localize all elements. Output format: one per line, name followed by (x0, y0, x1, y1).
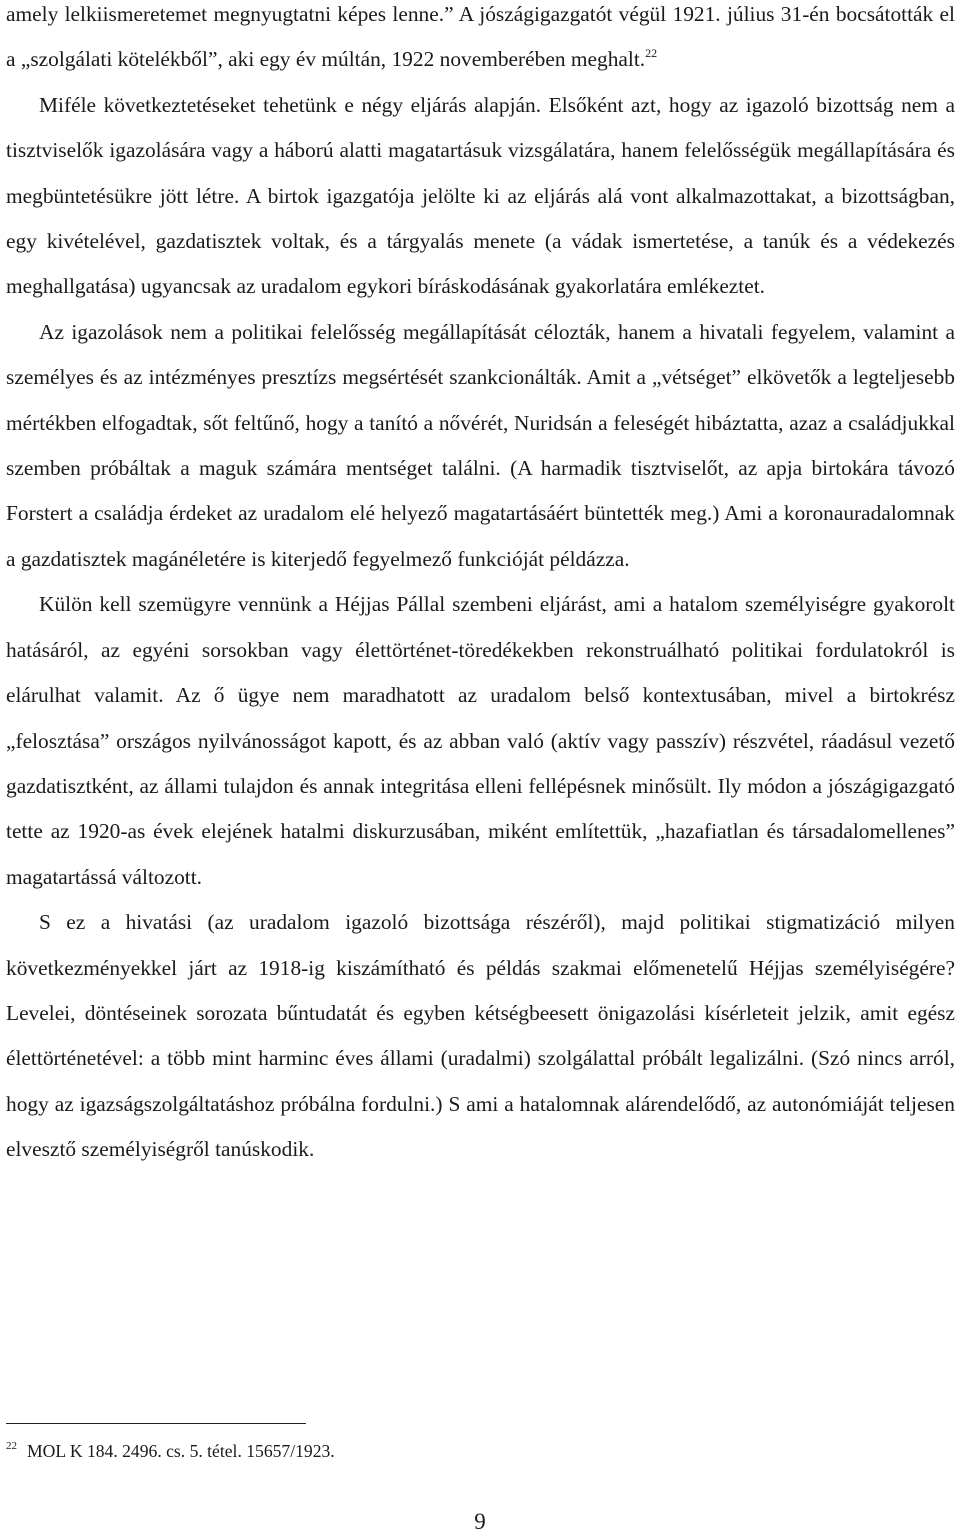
paragraph-continuation-text: amely lelkiismeretemet megnyugtatni képes lenne.” A jószágigazgatót végül 1921. július 31-én bocsátották el a „szolgálati kötelékből”, aki egy év múltán, 1922 novemberében meghalt. (6, 2, 955, 72)
footnote-reference: 22 (645, 46, 658, 61)
paragraph-hejjas-case: Külön kell szemügyre vennünk a Héjjas Pállal szembeni eljárást, ami a hatalom személyiségre gyakorolt hatásáról, az egyéni sorsokban vagy élettörténet-töredékekben rekonstruálható politikai fordulatokról is elárulhat valamit. Az ő ügye nem maradhatott az uradalom belső kontextusában, mivel a birtokrész „felosztása” országos nyilvánosságot kapott, és az abban való (aktív vagy passzív) részvétel, ráadásul vezető gazdatisztként, az állami tulajdon és annak integritása elleni fellépésnek minősült. Ily módon a jószágigazgató tette az 1920-as évek elejének hatalmi diskurzusában, miként említettük, „hazafiatlan és társadalomellenes” magatartássá változott. (6, 592, 955, 889)
footnote-text: MOL K 184. 2496. cs. 5. tétel. 15657/1923. (27, 1441, 335, 1461)
footnote-number: 22 (6, 1440, 17, 1452)
paragraph-continuation (6, 0, 955, 83)
paragraph-stigmatization: S ez a hivatási (az uradalom igazoló bizottsága részéről), majd politikai stigmatizáció milyen következményekkel járt az 1918-ig kiszámítható és példás szakmai előmenetelű Héjjas személyiségére? Levelei, döntéseinek sorozata bűntudatát és egyben kétségbeesett önigazolási kísérleteit jelzik, amit egész élettörténetével: a több mint harminc éves állami (uradalmi) szolgálattal próbált legalizálni. (Szó nincs arról, hogy az igazságszolgáltatáshoz próbálna fordulni.) S ami a hatalomnak alárendelődő, az autonómiáját teljesen elvesztő személyiségről tanúskodik. (6, 910, 955, 1162)
footnote-divider (6, 1423, 306, 1424)
body-text (6, 0, 955, 1173)
paragraph-conclusions: Miféle következtetéseket tehetünk e négy eljárás alapján. Elsőként azt, hogy az igazoló bizottság nem a tisztviselők igazolására vagy a háború alatti magatartásuk vizsgálatára, hanem felelősségük megállapítására és megbüntetésükre jött létre. A birtok igazgatója jelölte ki az eljárás alá vont alkalmazottakat, a bizottságban, egy kivételével, gazdatisztek voltak, és a tárgyalás menete (a vádak ismertetése, a tanúk és a védekezés meghallgatása) ugyancsak az uradalom egykori bíráskodásának gyakorlatára emlékeztet. (6, 92, 955, 299)
page-number: 9 (474, 1509, 486, 1534)
paragraph-justifications: Az igazolások nem a politikai felelősség megállapítását célozták, hanem a hivatali fegyelem, valamint a személyes és az intézményes presztízs megsértését szankcionálták. Amit a „vétséget” elkövetők a legteljesebb mértékben elfogadtak, sőt feltűnő, hogy a tanító a nővérét, Nuridsán a feleségét hibáztatta, azaz a családjukkal szemben próbáltak a maguk számára mentséget találni. (A harmadik tisztviselőt, az apja birtokára távozó Forstert a családja érdeket az uradalom elé helyező magatartásáért büntették meg.) Ami a koronauradalomnak a gazdatisztek magánéletére is kiterjedő fegyelmező funkcióját példázza. (6, 319, 955, 571)
footnote (6, 1438, 906, 1464)
